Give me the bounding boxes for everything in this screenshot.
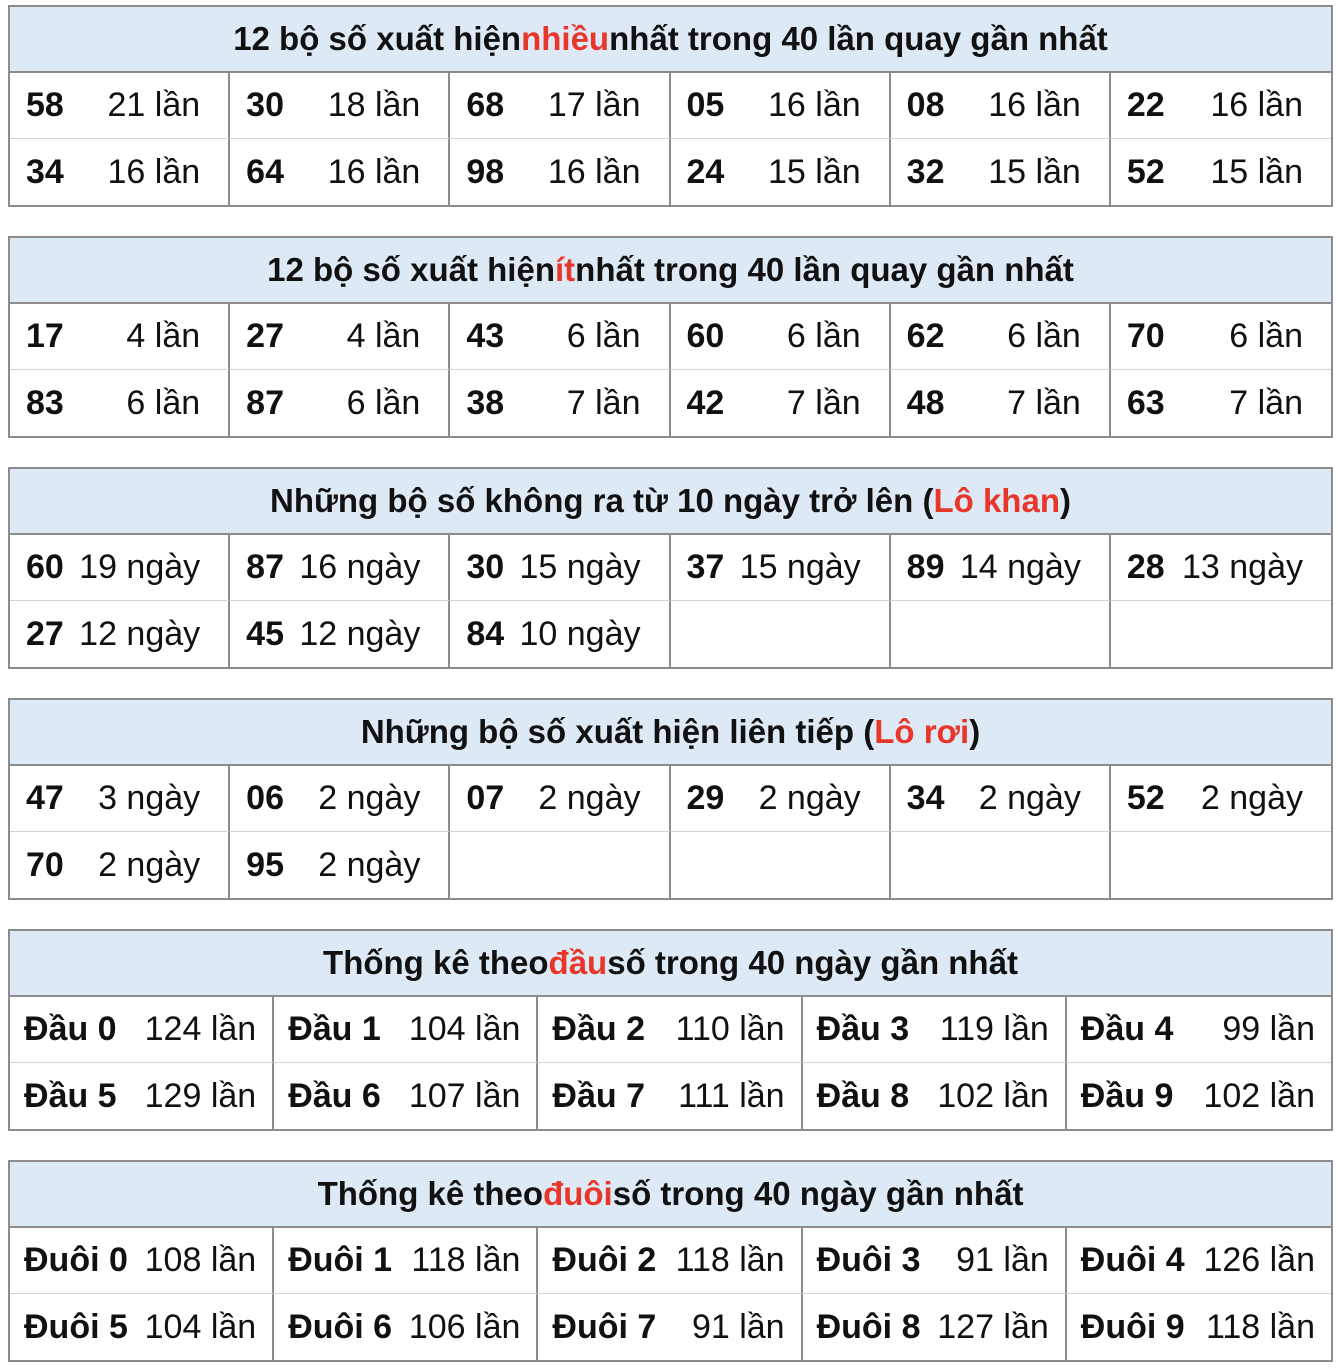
title-text: Thống kê theo: [317, 1175, 544, 1212]
number: 70: [26, 845, 64, 884]
stat-cell: [1111, 139, 1331, 205]
table-header: [10, 238, 1331, 304]
stat-cell: [230, 832, 450, 898]
empty-cell: [450, 832, 670, 898]
number: 52: [1126, 779, 1165, 817]
stat-cell: [274, 1294, 538, 1360]
stat-cell: [10, 766, 230, 832]
stat-cell: [1111, 535, 1331, 601]
number: 83: [26, 383, 64, 422]
stat-cell: [671, 73, 891, 139]
dau-stats-table: [8, 929, 1333, 1131]
least-frequent-table: [8, 236, 1333, 438]
count: 104 lần: [144, 1307, 257, 1346]
stat-cell: [891, 139, 1111, 205]
table-header: [10, 469, 1331, 535]
count: 2 ngày: [318, 779, 421, 817]
count: 15 lần: [1210, 152, 1303, 191]
label: Đầu 2: [552, 1010, 645, 1048]
count: 127 lần: [937, 1307, 1049, 1346]
count: 7 lần: [1229, 383, 1303, 422]
title-text: 12 bộ số xuất hiện: [233, 20, 522, 57]
count: 2 ngày: [318, 845, 421, 884]
number: 30: [246, 86, 284, 124]
count: 102 lần: [1203, 1076, 1315, 1115]
stat-cell: [671, 370, 891, 436]
stat-cell: [10, 304, 230, 370]
stat-cell: [230, 535, 450, 601]
number: 05: [686, 86, 725, 124]
count: 6 lần: [1229, 317, 1303, 355]
table-header: [10, 931, 1331, 997]
stat-cell: [891, 535, 1111, 601]
stat-cell: [1067, 997, 1331, 1063]
number: 60: [26, 548, 64, 586]
label: Đuôi 2: [552, 1241, 657, 1279]
number: 34: [26, 152, 64, 191]
stat-cell: [803, 1228, 1067, 1294]
number: 52: [1126, 152, 1165, 191]
label: Đuôi 4: [1080, 1241, 1185, 1279]
count: 15 ngày: [519, 548, 641, 586]
empty-cell: [891, 601, 1111, 667]
count: 111 lần: [678, 1076, 785, 1115]
number: 62: [906, 317, 945, 355]
stat-cell: [538, 1228, 802, 1294]
stat-cell: [450, 139, 670, 205]
number: 60: [686, 317, 725, 355]
stat-cell: [10, 139, 230, 205]
label: Đầu 8: [816, 1076, 910, 1115]
count: 4 lần: [346, 317, 421, 355]
count: 16 lần: [988, 86, 1081, 124]
title-text: ): [1059, 482, 1071, 519]
stat-cell: [1067, 1294, 1331, 1360]
empty-cell: [671, 832, 891, 898]
count: 4 lần: [126, 317, 201, 355]
count: 91 lần: [956, 1241, 1049, 1279]
number: 38: [466, 383, 505, 422]
count: 10 ngày: [519, 614, 641, 653]
label: Đuôi 5: [24, 1307, 128, 1346]
number: 22: [1126, 86, 1165, 124]
number: 17: [26, 317, 64, 355]
number: 45: [246, 614, 284, 653]
number: 43: [466, 317, 505, 355]
count: 19 ngày: [79, 548, 201, 586]
stat-cell: [671, 304, 891, 370]
number: 30: [466, 548, 505, 586]
number: 28: [1126, 548, 1165, 586]
label: Đuôi 8: [816, 1307, 921, 1346]
count: 110 lần: [675, 1010, 785, 1048]
count: 17 lần: [547, 86, 641, 124]
number: 89: [906, 548, 945, 586]
title-highlight: Lô khan: [933, 482, 1060, 519]
number: 64: [246, 152, 284, 191]
count: 129 lần: [144, 1076, 257, 1115]
count: 7 lần: [786, 383, 861, 422]
label: Đuôi 6: [288, 1307, 393, 1346]
number: 48: [906, 383, 945, 422]
title-text: Những bộ số xuất hiện liên tiếp (: [360, 713, 875, 750]
label: Đuôi 3: [816, 1241, 921, 1279]
stat-cell: [10, 535, 230, 601]
count: 6 lần: [126, 383, 201, 422]
number: 95: [246, 845, 284, 884]
label: Đầu 5: [24, 1076, 117, 1115]
stat-cell: [450, 304, 670, 370]
title-text: Những bộ số không ra từ 10 ngày trở lên (: [270, 482, 934, 519]
count: 91 lần: [691, 1307, 785, 1346]
label: Đầu 9: [1080, 1076, 1174, 1115]
count: 126 lần: [1203, 1241, 1315, 1279]
title-text: số trong 40 ngày gần nhất: [607, 944, 1018, 981]
title-highlight: đầu: [548, 944, 608, 981]
label: Đuôi 9: [1080, 1307, 1185, 1346]
count: 12 ngày: [79, 614, 201, 653]
count: 21 lần: [107, 86, 201, 124]
label: Đuôi 1: [288, 1241, 393, 1279]
stat-cell: [538, 997, 802, 1063]
stat-cell: [803, 997, 1067, 1063]
number: 07: [466, 779, 505, 817]
count: 6 lần: [1007, 317, 1081, 355]
stat-cell: [10, 601, 230, 667]
title-highlight: đuôi: [543, 1175, 613, 1212]
label: Đuôi 0: [24, 1241, 128, 1279]
stat-cell: [10, 1294, 274, 1360]
empty-cell: [671, 601, 891, 667]
count: 99 lần: [1222, 1010, 1315, 1048]
stat-cell: [450, 766, 670, 832]
count: 106 lần: [408, 1307, 521, 1346]
count: 2 ngày: [538, 779, 641, 817]
stat-cell: [891, 766, 1111, 832]
count: 6 lần: [786, 317, 861, 355]
stat-cell: [10, 370, 230, 436]
number: 27: [26, 614, 64, 653]
number: 42: [686, 383, 725, 422]
stat-cell: [10, 832, 230, 898]
stat-cell: [230, 370, 450, 436]
number: 70: [1126, 317, 1165, 355]
label: Đầu 3: [816, 1010, 910, 1048]
title-text: Thống kê theo: [323, 944, 549, 981]
count: 102 lần: [937, 1076, 1049, 1115]
stat-cell: [230, 139, 450, 205]
number: 87: [246, 383, 284, 422]
most-frequent-table: [8, 5, 1333, 207]
count: 13 ngày: [1182, 548, 1303, 586]
stat-cell: [450, 370, 670, 436]
label: Đuôi 7: [552, 1307, 657, 1346]
stat-cell: [1111, 370, 1331, 436]
number: 34: [906, 779, 945, 817]
stat-cell: [230, 304, 450, 370]
title-text: ): [969, 713, 981, 750]
count: 14 ngày: [959, 548, 1081, 586]
label: Đầu 0: [24, 1010, 117, 1048]
count: 12 ngày: [299, 614, 421, 653]
count: 15 lần: [768, 152, 861, 191]
count: 6 lần: [346, 383, 421, 422]
count: 15 lần: [988, 152, 1081, 191]
stat-cell: [803, 1294, 1067, 1360]
number: 32: [906, 152, 945, 191]
count: 7 lần: [1007, 383, 1081, 422]
count: 6 lần: [566, 317, 641, 355]
count: 119 lần: [939, 1010, 1049, 1048]
number: 63: [1126, 383, 1165, 422]
duoi-stats-table: [8, 1160, 1333, 1362]
count: 107 lần: [408, 1076, 521, 1115]
count: 16 lần: [1210, 86, 1303, 124]
number: 08: [906, 86, 945, 124]
title-highlight: nhiều: [521, 20, 610, 57]
empty-cell: [891, 832, 1111, 898]
label: Đầu 4: [1080, 1010, 1174, 1048]
stat-cell: [450, 73, 670, 139]
label: Đầu 7: [552, 1076, 645, 1115]
stat-cell: [1111, 73, 1331, 139]
table-header: [10, 1162, 1331, 1228]
number: 06: [246, 779, 284, 817]
count: 2 ngày: [978, 779, 1081, 817]
stat-cell: [891, 304, 1111, 370]
count: 16 lần: [768, 86, 861, 124]
count: 118 lần: [1205, 1307, 1315, 1346]
number: 29: [686, 779, 725, 817]
number: 68: [466, 86, 505, 124]
title-text: nhất trong 40 lần quay gần nhất: [575, 251, 1074, 288]
count: 16 lần: [547, 152, 641, 191]
number: 27: [246, 317, 284, 355]
stat-cell: [450, 601, 670, 667]
number: 58: [26, 86, 64, 124]
count: 3 ngày: [98, 779, 201, 817]
label: Đầu 6: [288, 1076, 381, 1115]
stat-cell: [10, 997, 274, 1063]
count: 15 ngày: [739, 548, 861, 586]
stat-cell: [1067, 1228, 1331, 1294]
count: 16 ngày: [299, 548, 421, 586]
stat-cell: [274, 997, 538, 1063]
stat-cell: [671, 139, 891, 205]
table-header: [10, 7, 1331, 73]
stat-cell: [1111, 766, 1331, 832]
stat-cell: [230, 766, 450, 832]
label: Đầu 1: [288, 1010, 381, 1048]
count: 7 lần: [566, 383, 641, 422]
empty-cell: [1111, 832, 1331, 898]
number: 87: [246, 548, 284, 586]
number: 84: [466, 614, 505, 653]
title-text: nhất trong 40 lần quay gần nhất: [609, 20, 1108, 57]
stat-cell: [274, 1228, 538, 1294]
count: 124 lần: [144, 1010, 257, 1048]
lo-khan-table: [8, 467, 1333, 669]
count: 2 ngày: [98, 845, 201, 884]
stat-cell: [1111, 304, 1331, 370]
stat-cell: [671, 766, 891, 832]
number: 98: [466, 152, 505, 191]
title-highlight: ít: [555, 251, 576, 288]
count: 118 lần: [411, 1241, 521, 1279]
empty-cell: [1111, 601, 1331, 667]
stat-cell: [891, 370, 1111, 436]
stat-cell: [10, 1228, 274, 1294]
count: 108 lần: [144, 1241, 257, 1279]
count: 118 lần: [675, 1241, 785, 1279]
number: 37: [686, 548, 725, 586]
stat-cell: [10, 1063, 274, 1129]
table-header: [10, 700, 1331, 766]
stat-cell: [538, 1063, 802, 1129]
lo-roi-table: [8, 698, 1333, 900]
count: 16 lần: [327, 152, 421, 191]
stat-cell: [671, 535, 891, 601]
title-highlight: Lô rơi: [874, 713, 970, 750]
stat-cell: [274, 1063, 538, 1129]
title-text: số trong 40 ngày gần nhất: [612, 1175, 1024, 1212]
stat-cell: [803, 1063, 1067, 1129]
number: 47: [26, 779, 64, 817]
stat-cell: [230, 601, 450, 667]
stat-cell: [450, 535, 670, 601]
stat-cell: [538, 1294, 802, 1360]
stat-cell: [1067, 1063, 1331, 1129]
count: 16 lần: [107, 152, 201, 191]
stat-cell: [891, 73, 1111, 139]
title-text: 12 bộ số xuất hiện: [267, 251, 555, 288]
number: 24: [686, 152, 725, 191]
count: 2 ngày: [758, 779, 861, 817]
count: 2 ngày: [1200, 779, 1303, 817]
stat-cell: [230, 73, 450, 139]
count: 18 lần: [327, 86, 421, 124]
stat-cell: [10, 73, 230, 139]
count: 104 lần: [408, 1010, 521, 1048]
